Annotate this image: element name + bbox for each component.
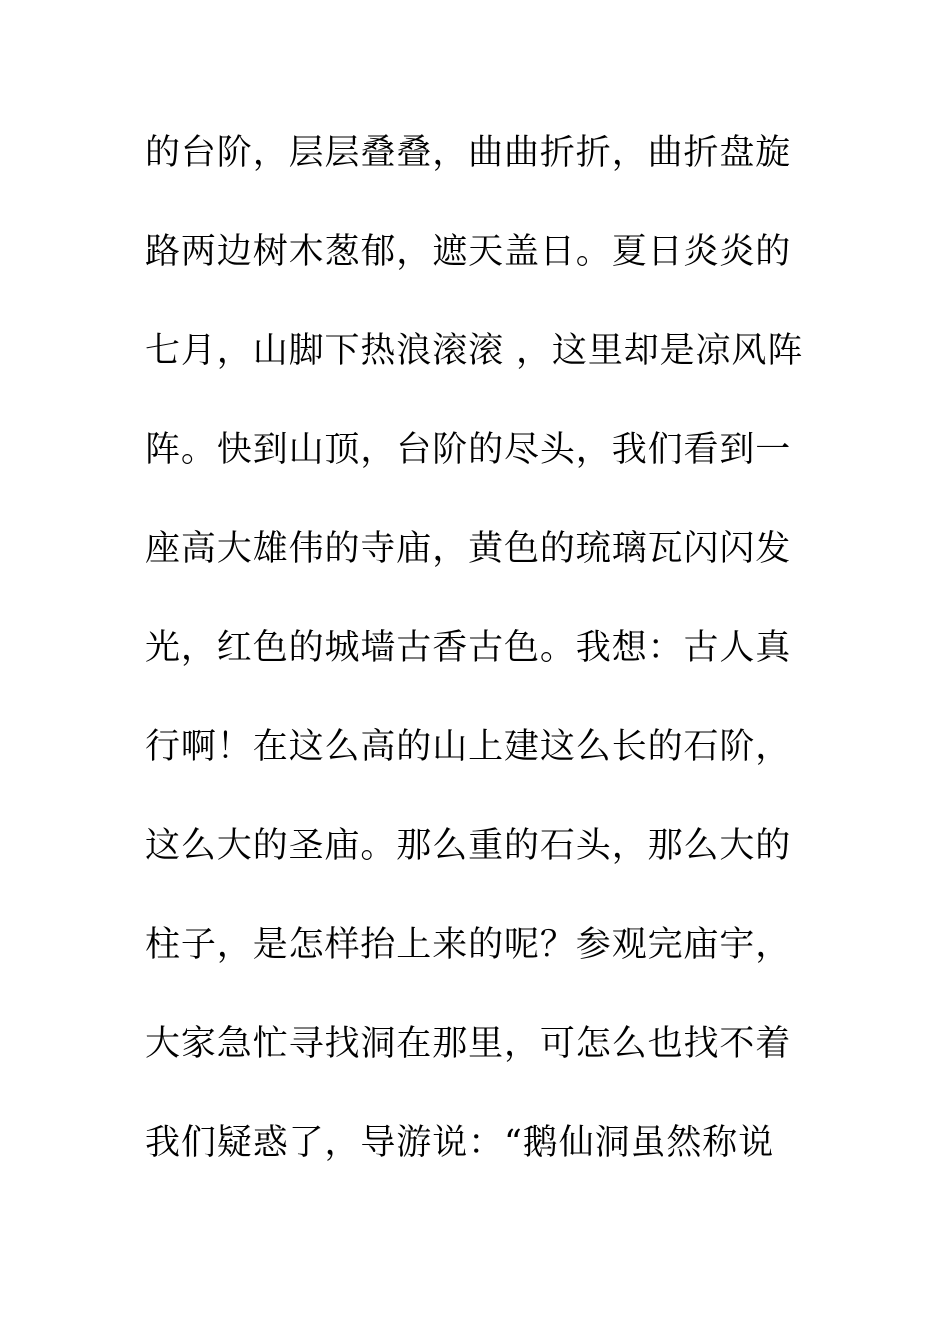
text-line: 阵。快到山顶，台阶的尽头，我们看到一 (145, 430, 792, 470)
text-line: 的台阶，层层叠叠，曲曲折折，曲折盘旋 (145, 133, 792, 173)
body-text (145, 124, 825, 1213)
text-line: 座高大雄伟的寺庙，黄色的琉璃瓦闪闪发 (145, 529, 792, 569)
text-line: 我们疑惑了，导游说：“鹅仙洞虽然称说 (145, 1123, 775, 1163)
text-line: 这么大的圣庙。那么重的石头，那么大的 (145, 826, 792, 866)
text-line: 光，红色的城墙古香古色。我想：古人真 (145, 628, 792, 668)
text-line: 大家急忙寻找洞在那里，可怎么也找不着 (145, 1024, 792, 1064)
text-line: 行啊！在这么高的山上建这么长的石阶， (145, 727, 792, 767)
text-line: 柱子，是怎样抬上来的呢？参观完庙宇， (145, 925, 792, 965)
text-line: 路两边树木葱郁，遮天盖日。夏日炎炎的 (145, 232, 792, 272)
text-line: 七月，山脚下热浪滚滚 ，这里却是凉风阵 (145, 331, 804, 371)
